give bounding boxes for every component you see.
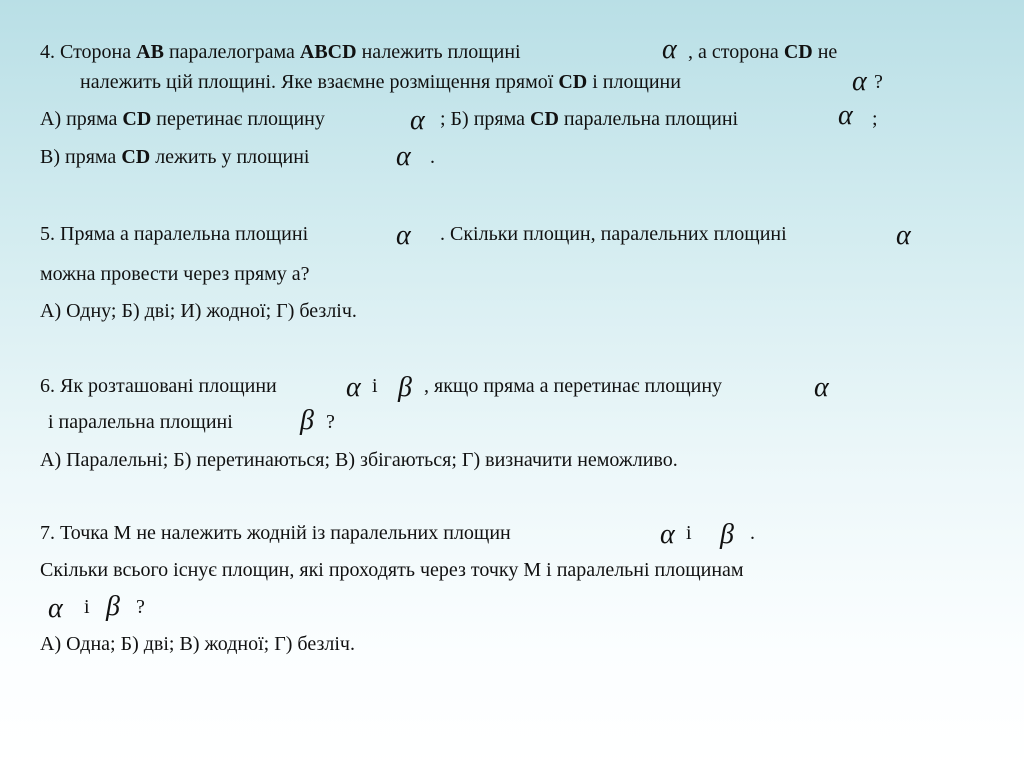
q7-question-mark: ? (136, 596, 145, 618)
q4-line-1-end (688, 40, 837, 64)
beta-symbol: β (398, 372, 412, 403)
alpha-symbol: α (396, 220, 411, 251)
q5-answers: А) Одну; Б) дві; И) жодної; Г) безліч. (40, 300, 357, 322)
q4-text: належить площині (356, 41, 521, 63)
q7-and: і (686, 522, 692, 544)
alpha-symbol: α (896, 220, 911, 251)
q4-text: лежить у площині (150, 146, 310, 168)
q6-line-1a: 6. Як розташовані площини (40, 375, 277, 397)
q4-line-2 (80, 70, 681, 94)
q4-text: перетинає площину (151, 108, 325, 130)
q4-text: CD (558, 71, 588, 93)
q4-text: А) пряма (40, 108, 123, 130)
alpha-symbol: α (814, 372, 829, 403)
q4-text: CD (783, 41, 813, 63)
beta-symbol: β (106, 591, 120, 622)
q4-semicolon: ; (872, 108, 878, 130)
alpha-symbol: α (410, 105, 425, 136)
alpha-symbol: α (838, 100, 853, 131)
q4-text: , а сторона (688, 41, 784, 63)
q7-and: і (84, 596, 90, 618)
q7-answers: А) Одна; Б) дві; В) жодної; Г) безліч. (40, 633, 355, 655)
q4-text: належить цій площині. Яке взаємне розміщення прямої (80, 71, 559, 93)
q4-line-4 (40, 145, 310, 169)
q4-text: АВ (136, 41, 164, 63)
alpha-symbol: α (346, 372, 361, 403)
q5-line-1a: 5. Пряма а паралельна площині (40, 223, 309, 245)
q5-line-1b: . Скільки площин, паралельних площині (440, 223, 787, 245)
q4-line-1 (40, 40, 521, 64)
q4-text: В) пряма (40, 146, 122, 168)
q5-line-2: можна провести через пряму а? (40, 263, 310, 285)
q7-line-1a: 7. Точка М не належить жодній із паралельних площин (40, 522, 511, 544)
alpha-symbol: α (662, 34, 677, 65)
q7-period: . (750, 522, 755, 544)
beta-symbol: β (300, 405, 314, 436)
alpha-symbol: α (396, 141, 411, 172)
q4-text: CD (530, 108, 559, 130)
q6-answers: А) Паралельні; Б) перетинаються; В) збігаються; Г) визначити неможливо. (40, 449, 678, 471)
q4-text: CD (121, 146, 151, 168)
q4-text: 4. Сторона (40, 41, 137, 63)
q6-question-mark: ? (326, 411, 335, 433)
q4-text: ABCD (299, 41, 357, 63)
q6-line-2: і паралельна площині (48, 411, 233, 433)
q4-period: . (430, 146, 435, 168)
q7-line-2: Скільки всього існує площин, які проходять через точку М і паралельні площинам (40, 559, 744, 581)
q4-question-mark: ? (874, 71, 883, 93)
alpha-symbol: α (852, 66, 867, 97)
q4-text: паралелограма (163, 41, 300, 63)
q4-text: CD (122, 108, 152, 130)
q4-text: паралельна площині (558, 108, 739, 130)
beta-symbol: β (720, 519, 734, 550)
q4-text: ; Б) пряма (440, 108, 530, 130)
q4-text: не (812, 41, 838, 63)
q4-line-3 (40, 107, 325, 131)
alpha-symbol: α (660, 519, 675, 550)
alpha-symbol: α (48, 593, 63, 624)
q4-text: і площини (587, 71, 681, 93)
q4-line-3-mid (440, 107, 738, 131)
q6-and: і (372, 375, 378, 397)
q6-line-1c: , якщо пряма а перетинає площину (424, 375, 723, 397)
